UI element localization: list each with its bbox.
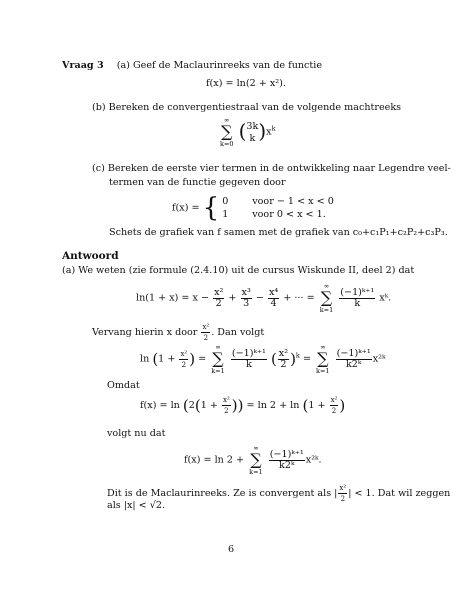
question-title: Vraag 3 xyxy=(62,60,104,71)
equation-c: f(x) = { 0 voor − 1 < x < 0 1 voor 0 < x < 1. xyxy=(172,193,334,223)
question-c-text-2: termen van de functie gegeven door xyxy=(109,177,286,188)
question-a-text: (a) Geef de Maclaurinreeks van de functie xyxy=(116,60,323,71)
answer-omdat: Omdat xyxy=(107,380,140,391)
answer-volgt: volgt nu dat xyxy=(107,428,166,439)
equation-a: f(x) = ln(2 + x²). xyxy=(206,78,286,89)
equation-1: ln(1 + x) = x − $\frac{\text{x²}}{2}$ + $\frac{\text{x³}}{3}$ − $\frac{\text{x⁴}}{4}$ + ··· = ∞ ∑ k=1 $\frac{\text{(−1)ᵏ⁺¹}}{k}$ xᵏ. xyxy=(136,282,392,314)
equation-3: f(x) = ln (2(1 + $\frac{\text{x²}}{2}$ )) = ln 2 + ln (1 + $\frac{\text{x²}}{2}$ ) xyxy=(140,396,346,415)
equation-4: f(x) = ln 2 + ∞ ∑ k=1 $\frac{\text{(−1)ᵏ⁺¹}}{\text{k2ᵏ}}$ x²ᵏ. xyxy=(184,444,322,476)
answer-final-1: Dit is de Maclaurinreeks. Ze is convergent als | $\frac{\text{x²}}{2}$ | < 1. Dat wil zeggen xyxy=(107,484,451,503)
equation-b: ∞ ∑ k=0 ( 3k k )$x^k$ xyxy=(220,116,276,148)
answer-a-intro: (a) We weten (zie formule (2.4.10) uit de cursus Wiskunde II, deel 2) dat xyxy=(62,265,415,276)
sum-symbol: ∞ ∑ k=0 xyxy=(220,116,234,148)
question-b-text: (b) Bereken de convergentiestraal van de volgende machtreeks xyxy=(92,102,402,113)
cases-block: 0 voor − 1 < x < 0 1 voor 0 < x < 1. xyxy=(222,196,334,220)
page-number: 6 xyxy=(228,544,235,555)
binomial: ( 3k k ) xyxy=(238,119,267,144)
answer-final-2: als |x| < √2. xyxy=(107,500,166,511)
equation-2: ln (1 + $\frac{\text{x²}}{2}$ ) = ∞ ∑ k=1 $\frac{\text{(−1)ᵏ⁺¹}}{k}$ ( $\frac{\text{x²}}{2}$ )$^k$ = ∞ ∑ k=1 $\frac{\text{(−1)ᵏ⁺¹}}{\text{k2ᵏ}}$ x²ᵏ xyxy=(140,343,386,375)
answer-title: Antwoord xyxy=(62,250,119,262)
question-c-text-3: Schets de grafiek van f samen met de grafiek van c₀+c₁P₁+c₂P₂+c₃P₃. xyxy=(109,227,448,238)
answer-a-substitute: Vervang hierin x door $\frac{\text{x²}}{2}$ . Dan volgt xyxy=(92,323,265,342)
question-c-text-1: (c) Bereken de eerste vier termen in de ontwikkeling naar Legendre veel- xyxy=(92,163,451,174)
question-heading xyxy=(62,60,322,72)
